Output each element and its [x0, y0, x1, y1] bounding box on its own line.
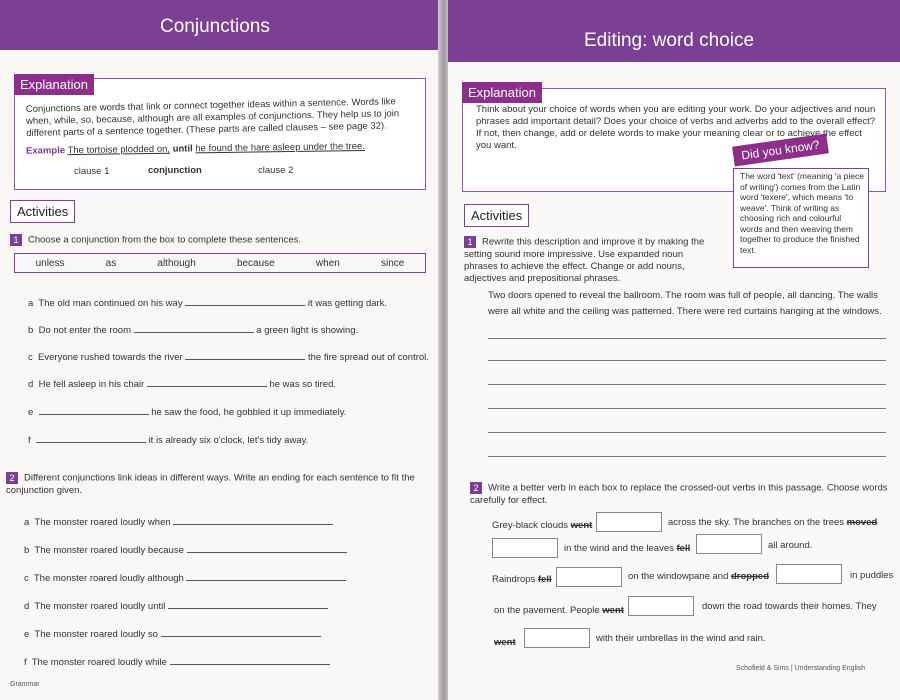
item-letter: a [28, 298, 34, 309]
crossed-verb: fell [676, 543, 691, 554]
item-text: he was so tired. [269, 379, 337, 390]
explanation-body: Conjunctions are words that link or connect together ideas within a sentence. Words like when, while, so, because, although are all examples of conjunctions. They help us to join different parts of a sentence together. (These parts are called clauses – see page 32). [25, 96, 400, 140]
q1-item-f [28, 434, 308, 447]
activities-tag: Activities [464, 204, 529, 227]
passage-text: in puddles [850, 570, 894, 581]
q2-item-b [24, 544, 347, 557]
did-you-know-tag: Did you know? [732, 134, 829, 167]
label-clause1: clause 1 [74, 166, 110, 177]
item-text: He fell asleep in his chair [38, 379, 145, 390]
example-clause2: he found the hare asleep under the tree. [195, 140, 365, 155]
passage-text [628, 571, 769, 583]
q1-number: 1 [464, 236, 476, 248]
passage-text: with their umbrellas in the wind and rain. [596, 633, 766, 644]
item-text: The monster roared loudly when [34, 517, 171, 528]
passage-text [494, 637, 516, 649]
q1-item-c [28, 351, 429, 364]
q1-instruction-row [10, 234, 301, 247]
item-letter: c [28, 352, 33, 363]
answer-blank[interactable] [187, 544, 347, 553]
item-text: he saw the food, he gobbled it up immediately. [151, 407, 347, 418]
verb-answer-box[interactable] [524, 628, 590, 648]
passage-segment: on the windowpane and [628, 571, 729, 582]
q2-item-c [24, 572, 346, 585]
passage-segment: in the wind and the leaves [564, 543, 674, 554]
q1-passage: Two doors opened to reveal the ballroom. The room was full of people, all dancing. The walls were all white and the ceiling was patterned. There were red curtains hanging at the windows. [488, 290, 882, 317]
q2-item-a [24, 516, 333, 529]
answer-blank[interactable] [185, 297, 305, 306]
page-title: Editing: word choice [584, 30, 755, 51]
q1-instruction: Rewrite this description and improve it by making the setting sound more impressive. Use expanded noun phrases to achieve the effect. Change or add nouns, adjectives and prepositional phrases. [464, 236, 705, 284]
word-as: as [105, 257, 117, 269]
answer-blank[interactable] [168, 600, 328, 609]
word-when: when [315, 257, 340, 269]
q1-instruction-row [464, 236, 714, 285]
left-footer: Grammar [10, 681, 40, 688]
answer-blank[interactable] [170, 656, 330, 665]
passage-text [492, 520, 592, 532]
answer-blank[interactable] [147, 378, 267, 387]
passage-segment: Raindrops [492, 574, 536, 585]
q1-item-e [28, 406, 346, 419]
left-page [0, 0, 440, 700]
item-text: it is already six o'clock, let's tidy away. [148, 435, 309, 446]
answer-blank[interactable] [186, 572, 346, 581]
explanation-tag: Explanation [14, 74, 94, 95]
item-letter: b [28, 325, 34, 336]
q2-number: 2 [470, 482, 482, 494]
answer-blank[interactable] [173, 516, 333, 525]
word-unless: unless [35, 257, 65, 269]
item-text: it was getting dark. [307, 298, 388, 309]
example-label: Example [25, 145, 66, 157]
example-clause1: The tortoise plodded on, [67, 143, 171, 157]
q2-item-e [24, 628, 321, 641]
passage-segment: across the sky. The branches on the trees [668, 517, 845, 528]
passage-text [564, 543, 690, 555]
word-although: although [157, 257, 196, 269]
passage-segment: on the pavement. People [494, 605, 600, 616]
verb-answer-box[interactable] [556, 567, 622, 587]
label-clause2: clause 2 [258, 165, 294, 176]
passage-text [492, 574, 552, 586]
item-text: Everyone rushed towards the river [38, 352, 183, 363]
q2-number: 2 [6, 472, 18, 484]
verb-answer-box[interactable] [628, 596, 694, 616]
word-because: because [236, 257, 275, 269]
item-text: The old man continued on his way [38, 298, 183, 309]
crossed-verb: moved [846, 517, 878, 528]
answer-blank[interactable] [161, 628, 321, 637]
verb-answer-box[interactable] [696, 534, 762, 554]
item-text: The monster roared loudly because [34, 545, 184, 556]
activities-tag: Activities [10, 200, 75, 223]
q2-item-d [24, 600, 328, 613]
item-letter: f [28, 435, 31, 446]
item-letter: d [28, 379, 34, 390]
answer-blank[interactable] [36, 434, 146, 443]
verb-answer-box[interactable] [492, 538, 558, 558]
word-since: since [381, 257, 405, 269]
q1-instruction: Choose a conjunction from the box to complete these sentences. [28, 234, 302, 246]
answer-line[interactable] [488, 408, 886, 409]
explanation-tag: Explanation [462, 82, 542, 103]
did-you-know-body: The word 'text' (meaning 'a piece of writing') comes from the Latin word 'texere', which means 'to weave'. Think of writing as choosing rich and colourful words and then weaving them together to produce the finished text. [740, 171, 864, 255]
right-page [448, 0, 900, 700]
q2-item-f [24, 656, 330, 669]
q1-item-d [28, 378, 336, 391]
example-conjunction: until [172, 143, 193, 155]
explanation-body: Think about your choice of words when you are editing your work. Do your adjectives and noun phrases add important detail? Does your choice of verbs and adverbs add to the overall effect? If not, then change, add or delete words to make your meaning clear or to achieve the effect you want. [476, 104, 876, 151]
page-title: Conjunctions [160, 16, 270, 37]
q2-instruction: Different conjunctions link ideas in different ways. Write an ending for each sentence to fit the conjunction given. [6, 472, 415, 496]
crossed-verb: went [494, 637, 516, 648]
item-text: the fire spread out of control. [308, 352, 429, 363]
answer-line[interactable] [488, 384, 886, 385]
item-letter: b [24, 545, 30, 556]
passage-text [668, 517, 877, 529]
item-text: The monster roared loudly while [31, 657, 167, 668]
item-text: The monster roared loudly so [34, 629, 158, 640]
item-text: Do not enter the room [38, 325, 131, 336]
word-box [14, 253, 426, 273]
crossed-verb: fell [537, 574, 552, 585]
passage-segment: Grey-black clouds [492, 520, 569, 531]
right-footer: Schofield & Sims | Understanding English [736, 665, 866, 672]
answer-blank[interactable] [185, 351, 305, 360]
crossed-verb: went [570, 520, 593, 531]
verb-answer-box[interactable] [776, 564, 842, 584]
item-text: The monster roared loudly although [33, 573, 184, 584]
answer-line[interactable] [488, 432, 886, 433]
crossed-verb: dropped [731, 571, 769, 582]
item-text: The monster roared loudly until [34, 601, 166, 612]
answer-line[interactable] [488, 338, 886, 339]
item-letter: e [24, 629, 30, 640]
answer-line[interactable] [488, 456, 886, 457]
verb-answer-box[interactable] [596, 512, 662, 532]
q1-item-a [28, 297, 387, 310]
q1-item-b [28, 324, 358, 337]
passage-text: all around. [768, 540, 813, 551]
crossed-verb: went [602, 605, 624, 616]
q2-instruction-row [6, 472, 426, 497]
q2-instruction-row [470, 482, 890, 507]
passage-text: down the road towards their homes. They [702, 601, 877, 612]
q2-instruction: Write a better verb in each box to replace the crossed-out verbs in this passage. Choose words carefully for effect. [470, 482, 888, 506]
item-text: a green light is showing. [256, 325, 359, 336]
item-letter: c [24, 573, 29, 584]
q1-number: 1 [10, 234, 22, 246]
item-letter: e [28, 407, 34, 418]
passage-text [494, 605, 624, 617]
label-conjunction: conjunction [148, 165, 202, 176]
item-letter: d [24, 601, 30, 612]
answer-line[interactable] [488, 360, 886, 361]
item-letter: a [24, 517, 30, 528]
item-letter: f [24, 657, 27, 668]
answer-blank[interactable] [134, 324, 254, 333]
answer-blank[interactable] [39, 406, 149, 415]
